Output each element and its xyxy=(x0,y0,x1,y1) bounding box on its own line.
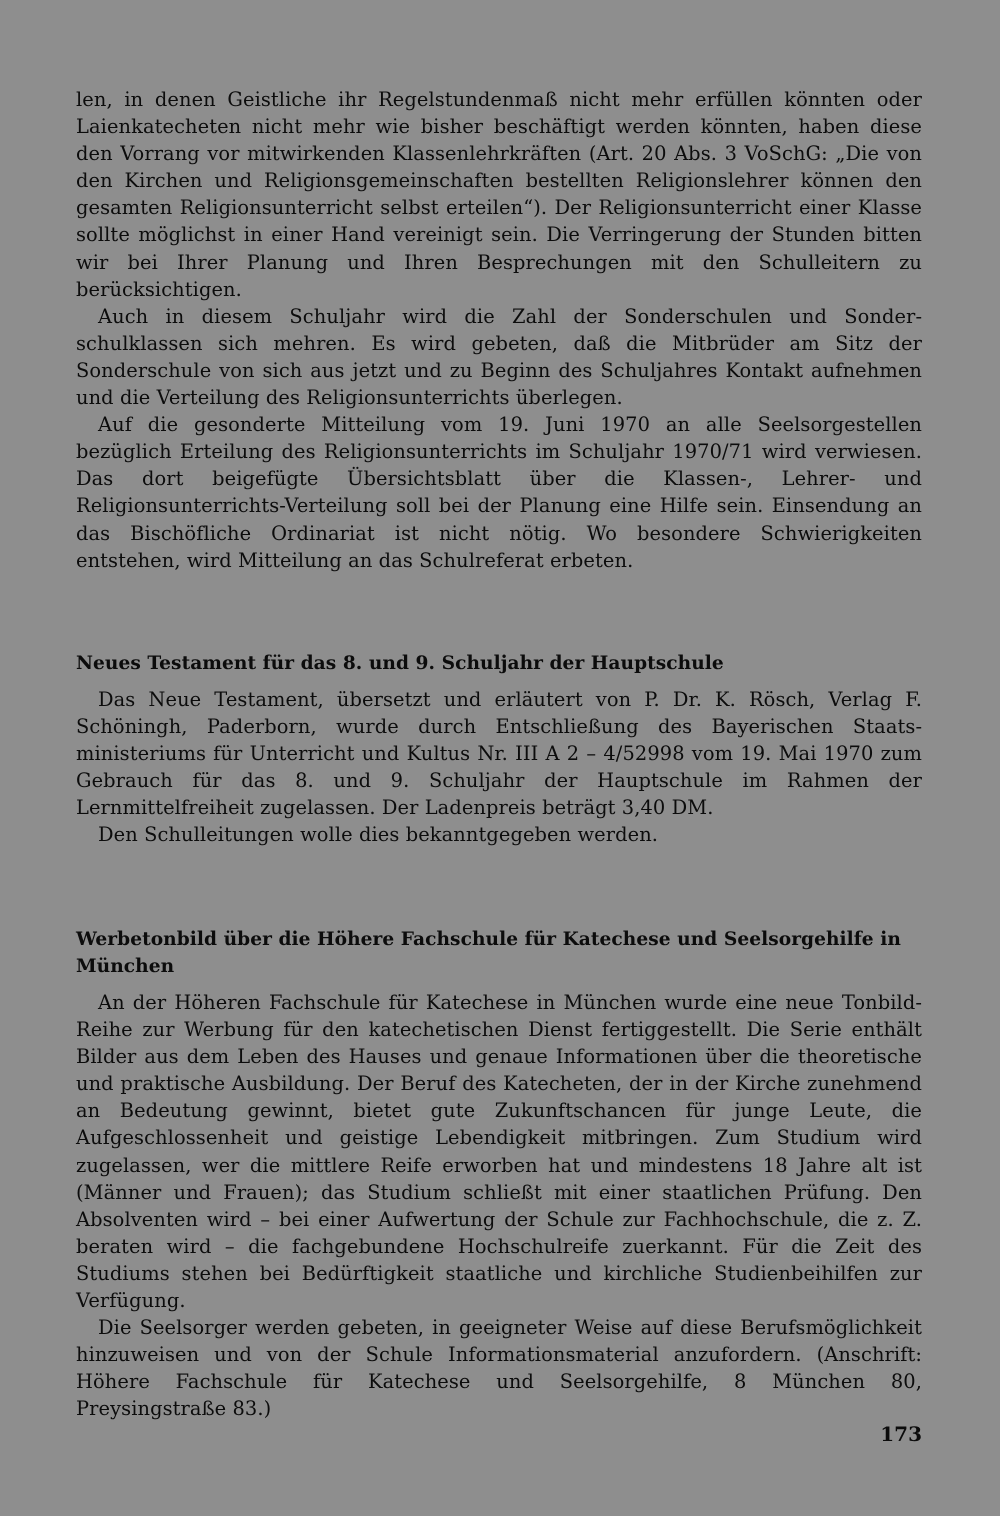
intro-paragraph-3: Auf die gesonderte Mitteilung vom 19. Juni 1970 an alle Seelsorgestellen bezüglich Erteilung des Religionsunterrichts im Schuljahr 1970/71 wird verwiesen. Das dort beigefügte Übersichtsblatt über die Klassen-, Lehrer- und Religionsunterrichts-Verteilung soll bei der Planung eine Hilfe sein. Einsendung an das Bischöfliche Ordinariat ist nicht nötig. Wo besondere Schwierigkeiten entstehen, wird Mitteilung an das Schulreferat erbeten. xyxy=(76,413,922,572)
intro-paragraph-2: Auch in diesem Schuljahr wird die Zahl der Sonderschulen und Sonderschulklassen sich mehren. Es wird gebeten, daß die Mitbrüder am Sitz der Sonderschule von sich aus jetzt und zu Beginn des Schuljahres Kontakt aufnehmen und die Verteilung des Religionsunterrichts überlegen. xyxy=(76,304,922,410)
section-paragraph-1: An der Höheren Fachschule für Katechese in München wurde eine neue Tonbild-Reihe zur Werbung für den katechetischen Dienst fertiggestellt. Die Serie enthält Bilder aus dem Leben des Hauses und genaue Informationen über die theoretische und praktische Ausbildung. Der Beruf des Katecheten, der in der Kirche zunehmend an Bedeutung gewinnt, bietet gute Zukunftschancen für junge Leute, die Aufgeschlossenheit und geistige Lebendigkeit mitbringen. Zum Studium wird zugelassen, wer die mittlere Reife erworben hat und mindestens 18 Jahre alt ist (Männer und Frauen); das Studium schließt mit einer staatlichen Prüfung. Den Absolventen wird – bei einer Aufwertung der Schule zur Fachhochschule, die z. Z. beraten wird – die fachgebundene Hochschulreife zuerkannt. Für die Zeit des Studiums stehen bei Bedürftigkeit staatliche und kirchliche Studienbeihilfen zur Verfügung. xyxy=(76,991,922,1313)
katechese-section xyxy=(76,926,922,1423)
intro-paragraph-1: len, in denen Geistliche ihr Regelstundenmaß nicht mehr erfüllen könnten oder Laienkatecheten nicht mehr wie bisher beschäftigt werden könnten, haben diese den Vorrang vor mitwirkenden Klassenlehrkräften (Art. 20 Abs. 3 VoSchG: „Die von den Kirchen und Religionsgemeinschaften bestellten Religionslehrer können den gesamten Religionsunterricht selbst erteilen“). Der Religionsunterricht einer Klasse sollte möglichst in einer Hand vereinigt sein. Die Verringerung der Stunden bitten wir bei Ihrer Planung und Ihren Besprechungen mit den Schulleitern zu berücksichtigen. xyxy=(76,88,922,301)
new-testament-section xyxy=(76,650,922,849)
section-heading: Neues Testament für das 8. und 9. Schuljahr der Hauptschule xyxy=(76,653,724,674)
page-number: 173 xyxy=(880,1422,922,1446)
section-paragraph-2: Den Schulleitungen wolle dies bekanntgegeben werden. xyxy=(98,823,659,847)
section-paragraph-1: Das Neue Testament, übersetzt und erläutert von P. Dr. K. Rösch, Verlag F. Schöningh, Paderborn, wurde durch Entschließung des Bayerischen Staatsministeriums für Unterricht und Kultus Nr. III A 2 – 4/52998 vom 19. Mai 1970 zum Gebrauch für das 8. und 9. Schuljahr der Hauptschule im Rahmen der Lernmittelfreiheit zugelassen. Der Ladenpreis beträgt 3,40 DM. xyxy=(76,688,922,820)
intro-section xyxy=(76,86,922,574)
section-heading: Werbetonbild über die Höhere Fachschule für Katechese und Seelsorgehilfe in München xyxy=(76,929,901,977)
section-paragraph-2: Die Seelsorger werden gebeten, in geeigneter Weise auf diese Berufsmöglichkeit hinzuweisen und von der Schule Informationsmaterial anzufordern. (Anschrift: Höhere Fachschule für Katechese und Seelsorgehilfe, 8 München 80, Preysingstraße 83.) xyxy=(76,1316,922,1421)
